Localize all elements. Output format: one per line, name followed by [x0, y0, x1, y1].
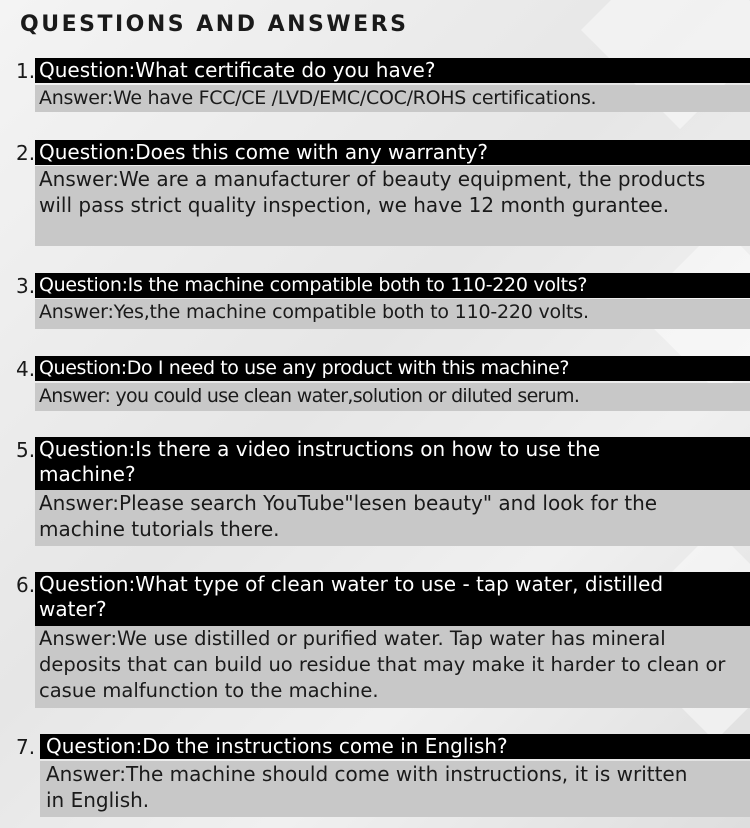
answer: Answer:The machine should come with instructions, it is written in English.	[40, 761, 750, 817]
question: Question:Is the machine compatible both to 110-220 volts?	[35, 273, 750, 298]
item-number: 2.	[16, 141, 36, 165]
item-number: 5.	[16, 438, 36, 462]
answer: Answer:Yes,the machine compatible both to 110-220 volts.	[35, 299, 750, 329]
item-number: 4.	[16, 357, 36, 381]
item-number: 1.	[16, 59, 36, 83]
page-title: QUESTIONS AND ANSWERS	[20, 12, 409, 37]
question: Question:Do the instructions come in English?	[40, 734, 750, 759]
question: Question:What certificate do you have?	[35, 58, 750, 83]
item-number: 7.	[16, 735, 36, 759]
answer: Answer:We have FCC/CE /LVD/EMC/COC/ROHS certifications.	[35, 85, 750, 112]
item-number: 6.	[16, 573, 36, 597]
answer: Answer: you could use clean water,solution or diluted serum.	[35, 383, 750, 411]
item-number: 3.	[16, 274, 36, 298]
question: Question:Is there a video instructions on how to use the machine?	[35, 437, 750, 490]
answer: Answer:We use distilled or purified water. Tap water has mineral deposits that can build uo residue that may make it harder to clean or casue malfunction to the machine.	[35, 626, 750, 708]
answer: Answer:We are a manufacturer of beauty equipment, the products will pass strict quality inspection, we have 12 month gurantee.	[35, 166, 750, 246]
answer: Answer:Please search YouTube"lesen beauty" and look for the machine tutorials there.	[35, 490, 750, 546]
question: Question:Does this come with any warranty?	[35, 140, 750, 165]
question: Question:Do I need to use any product with this machine?	[35, 356, 750, 381]
question: Question:What type of clean water to use - tap water, distilled water?	[35, 572, 750, 626]
